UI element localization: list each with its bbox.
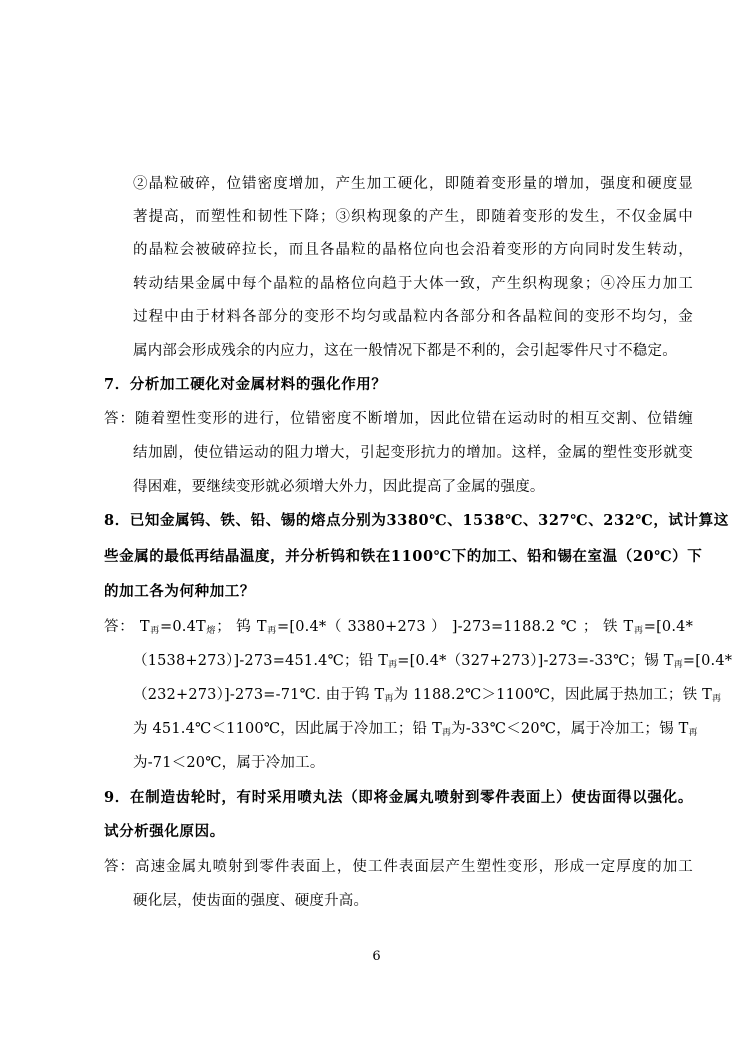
- subscript-zai: 再: [633, 626, 644, 636]
- paragraph-line: 的晶粒会被破碎拉长，而且各晶粒的晶格位向也会沿着变形的方向同时发生转动，: [133, 242, 693, 258]
- answer-7-line: 得困难，要继续变形就必须增大外力，因此提高了金属的强度。: [133, 479, 545, 495]
- answer-8-line: （1538+273）]-273=451.4℃；铅 $T_再=[0.4*(327+273)]-273=-33℃$；锡 $T_再=[0.4*$: [133, 653, 733, 670]
- subscript-zai: 再: [711, 694, 722, 704]
- question-8-heading: 些金属的最低再结晶温度，并分析钨和铁在1100℃下的加工、铅和锡在室温（20℃）下: [104, 548, 703, 565]
- paragraph-line: ②晶粒破碎，位错密度增加，产生加工硬化，即随着变形量的增加，强度和硬度显: [133, 176, 693, 192]
- paragraph-line: 属内部会形成残余的内应力，这在一般情况下都是不利的，会引起零件尺寸不稳定。: [133, 343, 677, 359]
- answer-7-line: 结加剧，使位错运动的阻力增大，引起变形抗力的增加。这样，金属的塑性变形就变: [133, 445, 693, 461]
- answer-8-line: 为-71＜20℃，属于冷加工。: [133, 755, 325, 771]
- subscript-zai: 再: [441, 728, 452, 738]
- question-8-heading: 8．已知金属钨、铁、铅、锡的熔点分别为3380℃、1538℃、327℃、232℃，试计算这: [104, 512, 729, 529]
- paragraph-line: 转动结果金属中每个晶粒的晶格位向趋于大体一致，产生织构现象；④冷压力加工: [133, 276, 693, 292]
- page-number: 6: [372, 949, 381, 964]
- answer-8-line: （232+273）]-273=-71℃. 由于钨 $T_再$为 1188.2℃＞1100℃，因此属于热加工；铁 $T_再$: [133, 687, 722, 704]
- subscript-zai: 再: [388, 660, 398, 670]
- subscript-zai: 再: [688, 728, 698, 738]
- paragraph-line: 著提高，而塑性和韧性下降；③织构现象的产生，即随着变形的发生，不仅金属中: [133, 209, 693, 225]
- subscript-zai: 再: [266, 626, 277, 636]
- subscript-zai: 再: [149, 626, 160, 636]
- question-8-heading: 的加工各为何种加工？: [104, 583, 255, 600]
- subscript-rong: 熔: [205, 626, 217, 636]
- question-7-heading: 7．分析加工硬化对金属材料的强化作用？: [104, 376, 387, 393]
- answer-8-line: 为 451.4℃＜1100℃，因此属于冷加工；铅 $T_再$为-33℃＜20℃，属于冷加工；锡 $T_再$: [133, 721, 698, 738]
- question-9-heading: 试分析强化原因。: [104, 823, 225, 840]
- answer-9-line: 硬化层，使齿面的强度、硬度升高。: [133, 893, 369, 909]
- subscript-zai: 再: [673, 660, 683, 670]
- paragraph-line: 过程中由于材料各部分的变形不均匀或晶粒内各部分和各晶粒间的变形不均匀，金: [133, 309, 693, 325]
- answer-7-line: 答：随着塑性变形的进行，位错密度不断增加，因此位错在运动时的相互交割、位错缠: [104, 411, 693, 427]
- question-9-heading: 9．在制造齿轮时，有时采用喷丸法（即将金属丸喷射到零件表面上）使齿面得以强化。: [104, 789, 693, 806]
- subscript-zai: 再: [384, 694, 394, 704]
- answer-8-line: 答： $T_再=0.4T_熔$； 钨 $T_再=[0.4*$（ 3380+273 ） ]-273=1188.2 ℃ ； 铁 $T_再=[0.4*$: [104, 619, 694, 636]
- answer-9-line: 答：高速金属丸喷射到零件表面上，使工件表面层产生塑性变形，形成一定厚度的加工: [104, 859, 693, 875]
